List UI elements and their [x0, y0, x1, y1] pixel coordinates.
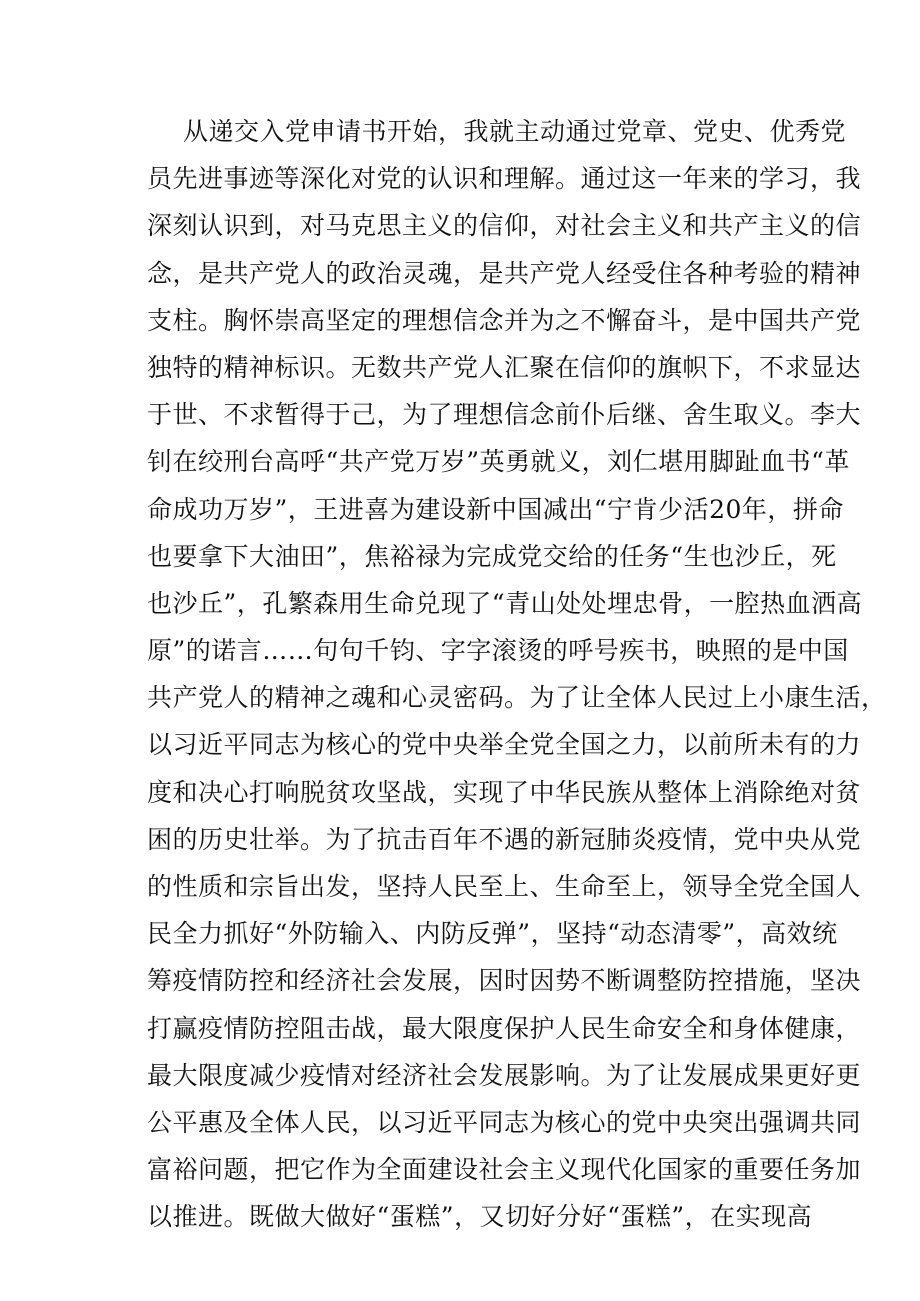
text-line: 念，是共产党人的政治灵魂，是共产党人经受住各种考验的精神	[147, 258, 862, 288]
text-line: 从递交入党申请书开始，我就主动通过党章、党史、优秀党	[183, 117, 847, 146]
text-line: 命成功万岁”，王进喜为建设新中国减出“宁肯少活20年，拼命	[147, 494, 844, 524]
body-paragraph	[147, 108, 887, 1241]
text-line: 共产党人的精神之魂和心灵密码。为了让全体人民过上小康生活，	[147, 683, 887, 713]
text-line: 打赢疫情防控阻击战，最大限度保护人民生命安全和身体健康，	[147, 1013, 862, 1043]
text-line: 原”的诺言……句句千钧、字字滚烫的呼号疾书，映照的是中国	[147, 636, 849, 666]
text-line: 深刻认识到，对马克思主义的信仰，对社会主义和共产主义的信	[147, 211, 862, 241]
text-line: 筹疫情防控和经济社会发展，因时因势不断调整防控措施，坚决	[147, 966, 862, 996]
text-line: 员先进事迹等深化对党的认识和理解。通过这一年来的学习，我	[147, 164, 862, 194]
text-line: 独特的精神标识。无数共产党人汇聚在信仰的旗帜下，不求显达	[147, 352, 862, 382]
text-line: 的性质和宗旨出发，坚持人民至上、生命至上，领导全党全国人	[147, 872, 862, 901]
text-line: 也要拿下大油田”，焦裕禄为完成党交给的任务“生也沙丘，死	[147, 541, 837, 571]
text-line: 以推进。既做大做好“蛋糕”，又切好分好“蛋糕”，在实现高	[147, 1202, 813, 1232]
text-line: 支柱。胸怀崇高坚定的理想信念并为之不懈奋斗，是中国共产党	[147, 305, 862, 335]
text-line: 富裕问题，把它作为全面建设社会主义现代化国家的重要任务加	[147, 1155, 862, 1185]
text-line: 钊在绞刑台高呼“共产党万岁”英勇就义，刘仁堪用脚趾血书“革	[147, 447, 850, 477]
text-line: 公平惠及全体人民，以习近平同志为核心的党中央突出强调共同	[147, 1107, 862, 1137]
text-line: 以习近平同志为核心的党中央举全党全国之力，以前所未有的力	[147, 730, 862, 760]
text-line: 也沙丘”，孔繁森用生命兑现了“青山处处埋忠骨，一腔热血洒高	[147, 588, 863, 618]
text-line: 度和决心打响脱贫攻坚战，实现了中华民族从整体上消除绝对贫	[147, 777, 862, 807]
text-line: 于世、不求暂得于己，为了理想信念前仆后继、舍生取义。李大	[147, 400, 862, 430]
text-line: 民全力抓好“外防输入、内防反弹”，坚持“动态清零”，高效统	[147, 919, 838, 949]
text-line: 最大限度减少疫情对经济社会发展影响。为了让发展成果更好更	[147, 1060, 862, 1090]
text-line: 困的历史壮举。为了抗击百年不遇的新冠肺炎疫情，党中央从党	[147, 824, 862, 854]
